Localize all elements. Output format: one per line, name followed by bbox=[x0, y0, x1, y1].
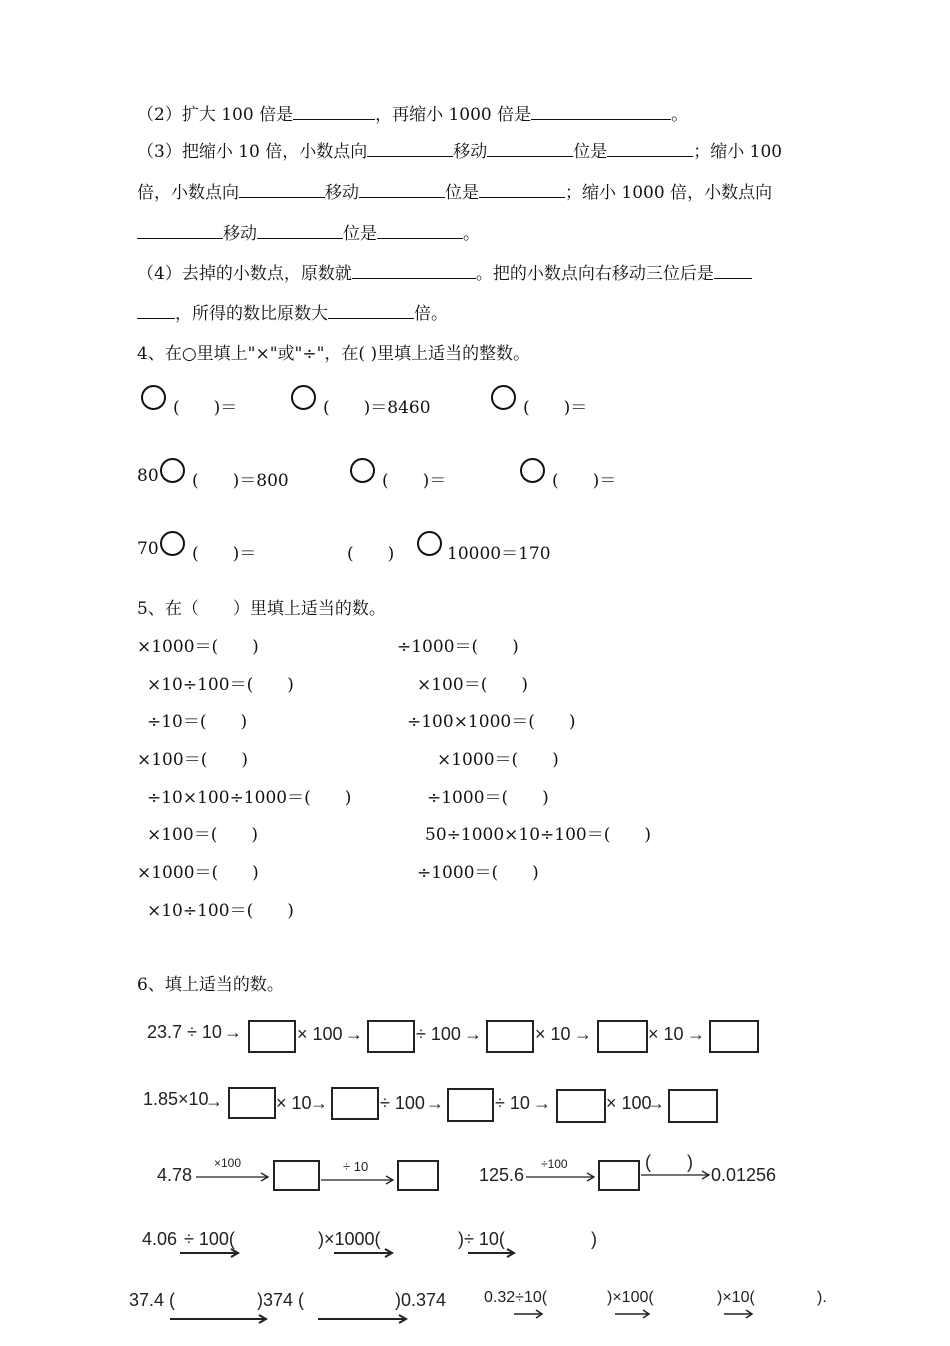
q4-r2-a: ( )＝800 bbox=[192, 471, 289, 491]
blank[interactable] bbox=[328, 304, 414, 319]
operator-circle[interactable] bbox=[520, 458, 545, 483]
q3-line-3: （3）把缩小 10 倍，小数点向 移动 位是 ；缩小 100 bbox=[137, 142, 783, 162]
arrow-icon: → bbox=[224, 1022, 242, 1042]
q4-r1-c: ( )＝ bbox=[523, 398, 588, 418]
chain6-mid: )374 ( bbox=[257, 1290, 305, 1310]
chain1-op4: × 10 bbox=[648, 1024, 684, 1044]
arrow-icon bbox=[334, 1248, 396, 1258]
chain4-end: 0.01256 bbox=[711, 1165, 777, 1185]
chain5-op2: )×1000( bbox=[318, 1229, 381, 1249]
blank[interactable] bbox=[137, 224, 223, 239]
chain4-op2[interactable]: ( ) bbox=[645, 1152, 693, 1172]
arrow-icon: → bbox=[310, 1093, 328, 1113]
chain3-start: 4.78 bbox=[157, 1165, 193, 1185]
arrow-icon: → bbox=[426, 1093, 444, 1113]
q5-left-8: ×10÷100＝( ) bbox=[147, 901, 294, 921]
q4-r3-a: ( )＝ bbox=[192, 544, 257, 564]
arrow-icon bbox=[321, 1175, 397, 1185]
chain1-op1: × 100 bbox=[297, 1024, 343, 1044]
arrow-icon: → bbox=[687, 1024, 705, 1044]
q5-title: 5、在（ ）里填上适当的数。 bbox=[137, 599, 386, 619]
operator-circle[interactable] bbox=[417, 531, 442, 556]
answer-box[interactable] bbox=[228, 1087, 276, 1119]
answer-box[interactable] bbox=[367, 1020, 415, 1053]
answer-box[interactable] bbox=[273, 1160, 320, 1191]
q4-r2-c: ( )＝ bbox=[552, 471, 617, 491]
q3-line-4: 倍，小数点向 移动 位是 ；缩小 1000 倍，小数点向 bbox=[137, 183, 773, 203]
answer-box[interactable] bbox=[331, 1087, 379, 1120]
answer-box[interactable] bbox=[598, 1160, 640, 1191]
answer-box[interactable] bbox=[668, 1089, 718, 1123]
q4-r3-b: ( ) bbox=[347, 544, 395, 564]
arrow-icon bbox=[180, 1248, 242, 1258]
operator-circle[interactable] bbox=[141, 385, 166, 410]
chain5-end: ) bbox=[591, 1229, 597, 1249]
arrow-icon bbox=[170, 1314, 270, 1324]
answer-box[interactable] bbox=[556, 1089, 606, 1123]
operator-circle[interactable] bbox=[491, 385, 516, 410]
blank[interactable] bbox=[239, 183, 325, 198]
chain5-op1: ÷ 100( bbox=[184, 1229, 235, 1249]
chain1-start: 23.7 ÷ 10 bbox=[147, 1022, 222, 1042]
q3-line-5: 移动 位是 。 bbox=[137, 219, 480, 244]
arrow-icon: → bbox=[574, 1024, 592, 1044]
q4-r1-a: ( )＝ bbox=[173, 398, 238, 418]
chain2-op1: × 10 bbox=[276, 1093, 312, 1113]
answer-box[interactable] bbox=[486, 1020, 534, 1053]
arrow-icon bbox=[514, 1309, 546, 1319]
q5-left-7: ×1000＝( ) bbox=[137, 863, 259, 883]
arrow-icon bbox=[468, 1248, 518, 1258]
chain3-op2: ÷ 10 bbox=[343, 1159, 369, 1174]
blank[interactable] bbox=[359, 183, 445, 198]
q6-title: 6、填上适当的数。 bbox=[137, 975, 284, 995]
arrow-icon: → bbox=[647, 1093, 665, 1113]
blank[interactable] bbox=[293, 105, 375, 120]
q5-right-4: ×1000＝( ) bbox=[437, 750, 559, 770]
q4-r3-c: 10000＝170 bbox=[447, 544, 551, 564]
operator-circle[interactable] bbox=[350, 458, 375, 483]
chain5-start: 4.06 bbox=[142, 1229, 178, 1249]
blank[interactable] bbox=[531, 105, 671, 120]
q5-left-3: ÷10＝( ) bbox=[147, 712, 248, 732]
q3-line-7: ，所得的数比原数大 倍。 bbox=[137, 299, 448, 324]
blank[interactable] bbox=[377, 224, 463, 239]
arrow-icon bbox=[196, 1172, 272, 1182]
chain2-op2: ÷ 100 bbox=[380, 1093, 425, 1113]
chain4-start: 125.6 bbox=[479, 1165, 525, 1185]
q5-left-4: ×100＝( ) bbox=[137, 750, 248, 770]
arrow-icon bbox=[724, 1309, 756, 1319]
chain2-op4: × 100 bbox=[606, 1093, 652, 1113]
q5-right-2: ×100＝( ) bbox=[417, 675, 528, 695]
operator-circle[interactable] bbox=[160, 458, 185, 483]
blank[interactable] bbox=[607, 142, 693, 157]
blank[interactable] bbox=[367, 142, 453, 157]
chain6-end: )0.374 bbox=[395, 1290, 447, 1310]
answer-box[interactable] bbox=[248, 1020, 296, 1053]
q3-line-2: （2）扩大 100 倍是 ，再缩小 1000 倍是 。 bbox=[137, 105, 689, 125]
q5-left-1: ×1000＝( ) bbox=[137, 637, 259, 657]
operator-circle[interactable] bbox=[160, 531, 185, 556]
blank[interactable] bbox=[257, 224, 343, 239]
chain6-start: 37.4 ( bbox=[129, 1290, 176, 1310]
q5-right-5: ÷1000＝( ) bbox=[427, 788, 549, 808]
chain7-end: ). bbox=[817, 1289, 827, 1306]
blank[interactable] bbox=[487, 142, 573, 157]
blank[interactable] bbox=[479, 183, 565, 198]
chain5-op3: )÷ 10( bbox=[458, 1229, 505, 1249]
chain7-a: )×100( bbox=[607, 1289, 654, 1306]
chain1-op3: × 10 bbox=[535, 1024, 571, 1044]
arrow-icon bbox=[641, 1170, 713, 1180]
blank[interactable] bbox=[137, 304, 175, 319]
q4-r2-pre: 80 bbox=[137, 466, 159, 486]
q5-right-1: ÷1000＝( ) bbox=[397, 637, 519, 657]
q4-r3-pre: 70 bbox=[137, 539, 159, 559]
arrow-icon: → bbox=[533, 1093, 551, 1113]
q5-right-7: ÷1000＝( ) bbox=[417, 863, 539, 883]
answer-box[interactable] bbox=[709, 1020, 759, 1053]
chain7-b: )×10( bbox=[717, 1289, 755, 1306]
answer-box[interactable] bbox=[447, 1088, 494, 1122]
chain4-op1: ÷100 bbox=[541, 1157, 568, 1171]
blank[interactable] bbox=[352, 264, 476, 279]
arrow-icon: → bbox=[345, 1024, 363, 1044]
q5-left-5: ÷10×100÷1000＝( ) bbox=[147, 788, 352, 808]
chain2-op3: ÷ 10 bbox=[495, 1093, 530, 1113]
answer-box[interactable] bbox=[597, 1020, 648, 1053]
chain7-start: 0.32÷10( bbox=[484, 1289, 548, 1306]
chain2-start: 1.85×10 bbox=[143, 1089, 209, 1109]
chain1-op2: ÷ 100 bbox=[416, 1024, 461, 1044]
arrow-icon bbox=[615, 1309, 653, 1319]
q3-line-6: （4）去掉的小数点，原数就 。把的小数点向右移动三位后是 bbox=[137, 259, 752, 284]
q5-left-2: ×10÷100＝( ) bbox=[147, 675, 294, 695]
arrow-icon: → bbox=[205, 1091, 223, 1111]
q4-title: 4、在○里填上"×"或"÷"，在( )里填上适当的整数。 bbox=[137, 344, 531, 364]
operator-circle[interactable] bbox=[291, 385, 316, 410]
answer-box[interactable] bbox=[397, 1160, 439, 1191]
q5-right-3: ÷100×1000＝( ) bbox=[407, 712, 576, 732]
q5-right-6: 50÷1000×10÷100＝( ) bbox=[425, 825, 651, 845]
arrow-icon bbox=[526, 1172, 598, 1182]
arrow-icon: → bbox=[464, 1024, 482, 1044]
q4-r2-b: ( )＝ bbox=[382, 471, 447, 491]
q5-left-6: ×100＝( ) bbox=[147, 825, 258, 845]
arrow-icon bbox=[318, 1314, 410, 1324]
q4-r1-b: ( )＝8460 bbox=[323, 398, 431, 418]
chain3-op1: ×100 bbox=[214, 1156, 242, 1170]
blank[interactable] bbox=[714, 264, 752, 279]
